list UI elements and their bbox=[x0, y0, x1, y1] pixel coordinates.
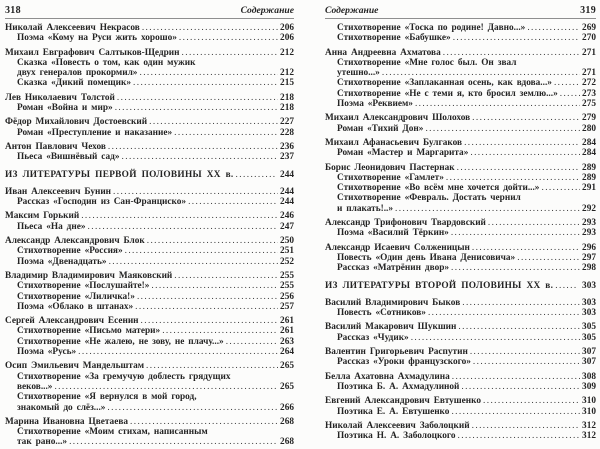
dot-leader bbox=[470, 347, 580, 357]
dot-leader bbox=[125, 246, 278, 256]
toc-line bbox=[325, 113, 596, 123]
dot-leader bbox=[382, 68, 580, 78]
toc-section-heading bbox=[325, 281, 596, 291]
entry-page-number: 215 bbox=[280, 78, 294, 89]
dot-leader bbox=[88, 222, 279, 232]
entry-page-number: 261 bbox=[280, 316, 294, 327]
entry-title: Роман «Мастер и Маргарита» bbox=[337, 148, 469, 159]
entry-title: Пьеса «На дне» bbox=[17, 221, 86, 232]
page-header bbox=[325, 5, 596, 19]
dot-leader bbox=[130, 417, 278, 427]
entry-title: Стихотворение «Письмо матери» bbox=[17, 326, 161, 337]
toc-line bbox=[5, 103, 294, 113]
toc-list bbox=[5, 23, 294, 448]
entry-title: Стихотворение «Заплаканная осень, как вдова...» bbox=[337, 78, 552, 89]
toc-line bbox=[325, 333, 596, 343]
dot-leader bbox=[451, 407, 580, 417]
dot-leader bbox=[395, 204, 580, 214]
entry-title: Анна Андреевна Ахматова bbox=[325, 47, 441, 58]
toc-line bbox=[325, 431, 596, 441]
entry-title: Сказка «Повесть о том, как один мужик bbox=[17, 57, 196, 68]
entry-title: Валентин Григорьевич Распутин bbox=[325, 347, 468, 358]
toc-line bbox=[325, 48, 596, 58]
toc-line bbox=[325, 263, 596, 273]
dot-leader bbox=[182, 48, 279, 58]
entry-page-number: 255 bbox=[280, 281, 294, 292]
toc-line bbox=[325, 33, 596, 43]
entry-page-number: 271 bbox=[582, 47, 596, 58]
entry-title: Стихотворение «Бабушке» bbox=[337, 33, 451, 44]
dot-leader bbox=[109, 257, 278, 267]
entry-page-number: 303 bbox=[582, 297, 596, 308]
dot-leader bbox=[458, 322, 580, 332]
entry-page-number: 273 bbox=[582, 88, 596, 99]
entry-page-number: 247 bbox=[280, 221, 294, 232]
entry-title: Борис Леонидович Пастернак bbox=[325, 162, 455, 173]
entry-page-number: 246 bbox=[280, 211, 294, 222]
toc-line bbox=[325, 68, 596, 78]
dot-leader bbox=[188, 197, 278, 207]
toc-line bbox=[325, 347, 596, 357]
dot-leader bbox=[555, 281, 577, 291]
toc-line bbox=[5, 326, 294, 336]
toc-line bbox=[325, 396, 596, 406]
toc-line bbox=[325, 124, 596, 134]
entry-title: Поэма «Кому на Руси жить хорошо» bbox=[17, 33, 177, 44]
entry-title: Фёдор Михайлович Достоевский bbox=[5, 117, 148, 128]
entry-title: и плакать!..» bbox=[337, 203, 394, 214]
toc-line bbox=[325, 193, 596, 203]
toc-line bbox=[325, 308, 596, 318]
dot-leader bbox=[527, 23, 580, 33]
dot-leader bbox=[107, 403, 278, 413]
entry-title: так рано...» bbox=[17, 437, 68, 448]
entry-title: Поэма «Русь» bbox=[17, 347, 77, 358]
entry-title: Роман «Война и мир» bbox=[17, 103, 113, 114]
toc-line bbox=[325, 99, 596, 109]
entry-title: Поэма «Двенадцать» bbox=[17, 256, 107, 267]
entry-page-number: 284 bbox=[582, 148, 596, 159]
dot-leader bbox=[452, 372, 580, 382]
entry-page-number: 303 bbox=[582, 280, 596, 291]
toc-line bbox=[5, 403, 294, 413]
entry-title: Рассказ «Матрёнин двор» bbox=[337, 263, 450, 274]
entry-title: Александр Трифонович Твардовский bbox=[325, 218, 486, 229]
entry-page-number: 307 bbox=[582, 347, 596, 358]
dot-leader bbox=[147, 236, 278, 246]
dot-leader bbox=[472, 421, 580, 431]
entry-page-number: 218 bbox=[280, 103, 294, 114]
toc-line bbox=[325, 173, 596, 183]
entry-title: Стихотворение «Февраль. Достать чернил bbox=[337, 193, 521, 204]
running-title: Содержание bbox=[240, 5, 294, 16]
dot-leader bbox=[560, 89, 580, 99]
toc-line bbox=[325, 407, 596, 417]
page-number-folio: 318 bbox=[5, 5, 21, 16]
dot-leader bbox=[69, 437, 278, 447]
entry-page-number: 271 bbox=[582, 68, 596, 79]
toc-line bbox=[5, 427, 294, 437]
entry-page-number: 297 bbox=[582, 252, 596, 263]
entry-title: Николай Алексеевич Некрасов bbox=[5, 23, 140, 33]
toc-line bbox=[325, 23, 596, 33]
entry-title: Рассказ «Чудик» bbox=[337, 332, 409, 343]
entry-title: Владимир Владимирович Маяковский bbox=[5, 270, 173, 281]
entry-title: Евгений Александрович Евтушенко bbox=[325, 396, 481, 407]
toc-line bbox=[5, 33, 294, 43]
toc-line bbox=[325, 228, 596, 238]
entry-title: знакомый до слёз...» bbox=[17, 402, 106, 413]
entry-title: Сказка «Дикий помещик» bbox=[17, 78, 131, 89]
entry-page-number: 265 bbox=[280, 381, 294, 392]
dot-leader bbox=[115, 103, 278, 113]
entry-title: Стихотворение «Не жалею, не зову, не плачу...» bbox=[17, 336, 224, 347]
toc-line bbox=[5, 382, 294, 392]
toc-line bbox=[5, 316, 294, 326]
toc-line bbox=[325, 382, 596, 392]
toc-line bbox=[325, 163, 596, 173]
toc-line bbox=[5, 236, 294, 246]
dot-leader bbox=[139, 68, 278, 78]
entry-title: Стихотворение «Во всём мне хочется дойти...» bbox=[337, 183, 540, 194]
entry-title: утешно...» bbox=[337, 68, 380, 79]
entry-title: Стихотворение «Гамлет» bbox=[337, 172, 444, 183]
dot-leader bbox=[174, 128, 278, 138]
toc-line bbox=[5, 302, 294, 312]
toc-line bbox=[5, 187, 294, 197]
dot-leader bbox=[113, 187, 278, 197]
entry-page-number: 289 bbox=[582, 162, 596, 173]
toc-line bbox=[325, 357, 596, 367]
dot-leader bbox=[443, 48, 580, 58]
entry-page-number: 257 bbox=[280, 301, 294, 312]
entry-title: Максим Горький bbox=[5, 211, 80, 222]
entry-page-number: 310 bbox=[582, 396, 596, 407]
dot-leader bbox=[226, 337, 278, 347]
toc-list bbox=[325, 23, 596, 441]
dot-leader bbox=[428, 308, 580, 318]
dot-leader bbox=[483, 396, 580, 406]
toc-line bbox=[5, 117, 294, 127]
entry-page-number: 244 bbox=[280, 169, 294, 180]
entry-title: Роман «Тихий Дон» bbox=[337, 123, 424, 134]
entry-page-number: 244 bbox=[280, 186, 294, 197]
entry-title: ИЗ ЛИТЕРАТУРЫ ПЕРВОЙ ПОЛОВИНЫ XX в. bbox=[5, 169, 234, 180]
entry-title: Стихотворение «Я вернулся в мой город, bbox=[17, 392, 197, 403]
dot-leader bbox=[473, 357, 580, 367]
entry-page-number: 212 bbox=[280, 68, 294, 79]
toc-line bbox=[325, 138, 596, 148]
entry-title: Стихотворение «Моим стихам, написанным bbox=[17, 427, 208, 438]
toc-line bbox=[5, 211, 294, 221]
toc-line bbox=[5, 128, 294, 138]
toc-line bbox=[325, 243, 596, 253]
entry-page-number: 268 bbox=[280, 437, 294, 448]
entry-page-number: 298 bbox=[582, 263, 596, 274]
dot-leader bbox=[461, 382, 580, 392]
dot-leader bbox=[541, 183, 580, 193]
entry-page-number: 237 bbox=[280, 152, 294, 163]
dot-leader bbox=[146, 361, 278, 371]
entry-title: Стихотворение «Лиличка!» bbox=[17, 291, 135, 302]
entry-page-number: 310 bbox=[582, 406, 596, 417]
dot-leader bbox=[179, 33, 278, 43]
dot-leader bbox=[142, 23, 278, 33]
dot-leader bbox=[108, 142, 278, 152]
entry-page-number: 296 bbox=[582, 242, 596, 253]
toc-line bbox=[325, 204, 596, 214]
page-right bbox=[300, 0, 600, 449]
toc-line bbox=[325, 89, 596, 99]
toc-section-heading bbox=[5, 170, 294, 180]
toc-line bbox=[5, 417, 294, 427]
toc-line bbox=[5, 292, 294, 302]
entry-title: Поэтика Н. А. Заболоцкого bbox=[337, 431, 456, 442]
entry-title: Повесть «Сотников» bbox=[337, 308, 426, 319]
entry-page-number: 289 bbox=[582, 172, 596, 183]
dot-leader bbox=[133, 78, 278, 88]
entry-title: Стихотворение «Тоска по родине! Давно...» bbox=[337, 23, 526, 33]
entry-page-number: 252 bbox=[280, 256, 294, 267]
entry-page-number: 308 bbox=[582, 371, 596, 382]
entry-title: Поэма «Реквием» bbox=[337, 99, 413, 110]
entry-page-number: 305 bbox=[582, 332, 596, 343]
entry-title: Пьеса «Вишнёвый сад» bbox=[17, 152, 120, 163]
toc-line bbox=[5, 68, 294, 78]
dot-leader bbox=[81, 211, 278, 221]
entry-title: Стихотворение «Послушайте!» bbox=[17, 281, 150, 292]
entry-title: Стихотворение «Россия» bbox=[17, 246, 123, 257]
entry-page-number: 269 bbox=[582, 23, 596, 33]
entry-page-number: 291 bbox=[582, 183, 596, 194]
dot-leader bbox=[415, 99, 580, 109]
dot-leader bbox=[117, 93, 278, 103]
toc-line bbox=[5, 257, 294, 267]
toc-line bbox=[325, 183, 596, 193]
entry-title: Иван Алексеевич Бунин bbox=[5, 186, 112, 197]
dot-leader bbox=[517, 253, 580, 263]
dot-leader bbox=[78, 347, 278, 357]
entry-title: Сергей Александрович Есенин bbox=[5, 316, 139, 327]
dot-leader bbox=[149, 117, 278, 127]
dot-leader bbox=[470, 148, 580, 158]
dot-leader bbox=[451, 228, 580, 238]
dot-leader bbox=[458, 431, 581, 441]
dot-leader bbox=[54, 382, 278, 392]
entry-page-number: 264 bbox=[280, 347, 294, 358]
entry-page-number: 236 bbox=[280, 141, 294, 152]
toc-line bbox=[5, 337, 294, 347]
running-title: Содержание bbox=[325, 5, 379, 16]
entry-title: Поэма «Василий Тёркин» bbox=[337, 228, 449, 239]
entry-title: Поэтика Б. А. Ахмадулиной bbox=[337, 381, 460, 392]
toc-line bbox=[5, 222, 294, 232]
dot-leader bbox=[446, 173, 580, 183]
entry-title: двух генералов прокормил» bbox=[17, 68, 138, 79]
entry-title: веков...» bbox=[17, 381, 53, 392]
entry-title: Рассказ «Господин из Сан-Франциско» bbox=[17, 197, 187, 208]
dot-leader bbox=[464, 138, 580, 148]
entry-page-number: 255 bbox=[280, 270, 294, 281]
entry-page-number: 284 bbox=[582, 137, 596, 148]
dot-leader bbox=[411, 333, 580, 343]
toc-line bbox=[5, 58, 294, 68]
toc-line bbox=[5, 197, 294, 207]
toc-line bbox=[325, 78, 596, 88]
toc-line bbox=[5, 48, 294, 58]
entry-page-number: 266 bbox=[280, 402, 294, 413]
entry-page-number: 270 bbox=[582, 33, 596, 44]
entry-page-number: 275 bbox=[582, 99, 596, 110]
entry-page-number: 261 bbox=[280, 326, 294, 337]
dot-leader bbox=[451, 263, 580, 273]
entry-title: ИЗ ЛИТЕРАТУРЫ ВТОРОЙ ПОЛОВИНЫ XX в. bbox=[325, 280, 554, 291]
dot-leader bbox=[488, 218, 580, 228]
entry-title: Михаил Александрович Шолохов bbox=[325, 113, 471, 124]
entry-page-number: 309 bbox=[582, 381, 596, 392]
dot-leader bbox=[554, 78, 580, 88]
entry-title: Василий Владимирович Быков bbox=[325, 297, 461, 308]
toc-line bbox=[5, 152, 294, 162]
page-number-folio: 319 bbox=[580, 5, 596, 16]
toc-line bbox=[5, 347, 294, 357]
toc-line bbox=[5, 281, 294, 291]
entry-title: Роман «Преступление и наказание» bbox=[17, 127, 173, 138]
entry-title: Поэтика Е. А. Евтушенко bbox=[337, 406, 450, 417]
entry-title: Антон Павлович Чехов bbox=[5, 141, 106, 152]
toc-line bbox=[325, 372, 596, 382]
entry-page-number: 307 bbox=[582, 357, 596, 368]
entry-title: Лев Николаевич Толстой bbox=[5, 92, 115, 103]
dot-leader bbox=[472, 243, 580, 253]
entry-page-number: 268 bbox=[280, 416, 294, 427]
toc-line bbox=[325, 298, 596, 308]
dot-leader bbox=[457, 163, 580, 173]
dot-leader bbox=[135, 302, 278, 312]
entry-page-number: 206 bbox=[280, 23, 294, 33]
entry-page-number: 227 bbox=[280, 117, 294, 128]
dot-leader bbox=[137, 292, 278, 302]
toc-line bbox=[5, 142, 294, 152]
dot-leader bbox=[151, 281, 278, 291]
entry-page-number: 250 bbox=[280, 236, 294, 247]
entry-title: Поэма «Облако в штанах» bbox=[17, 301, 134, 312]
entry-page-number: 293 bbox=[582, 228, 596, 239]
dot-leader bbox=[141, 316, 279, 326]
entry-title: Марина Ивановна Цветаева bbox=[5, 416, 129, 427]
dot-leader bbox=[162, 326, 278, 336]
toc-line bbox=[325, 148, 596, 158]
page-header bbox=[5, 5, 294, 19]
entry-page-number: 312 bbox=[582, 420, 596, 431]
toc-line bbox=[5, 93, 294, 103]
toc-line bbox=[5, 437, 294, 447]
entry-page-number: 244 bbox=[280, 197, 294, 208]
entry-page-number: 272 bbox=[582, 78, 596, 89]
toc-line bbox=[5, 361, 294, 371]
entry-title: Василий Макарович Шукшин bbox=[325, 322, 457, 333]
dot-leader bbox=[236, 170, 276, 180]
dot-leader bbox=[425, 124, 580, 134]
entry-page-number: 228 bbox=[280, 127, 294, 138]
entry-title: Белла Ахатовна Ахмадулина bbox=[325, 371, 450, 382]
toc-line bbox=[325, 253, 596, 263]
toc-line bbox=[5, 23, 294, 33]
toc-line bbox=[5, 78, 294, 88]
entry-page-number: 263 bbox=[280, 336, 294, 347]
entry-page-number: 292 bbox=[582, 203, 596, 214]
entry-title: Стихотворение «Мне голос был. Он звал bbox=[337, 57, 517, 68]
entry-page-number: 256 bbox=[280, 291, 294, 302]
toc-line bbox=[325, 322, 596, 332]
entry-title: Стихотворение «Не с теми я, кто бросил землю...» bbox=[337, 88, 558, 99]
entry-page-number: 206 bbox=[280, 33, 294, 44]
dot-leader bbox=[462, 298, 580, 308]
toc-line bbox=[325, 421, 596, 431]
toc-line bbox=[5, 271, 294, 281]
entry-page-number: 212 bbox=[280, 47, 294, 58]
entry-page-number: 280 bbox=[582, 123, 596, 134]
entry-title: Александр Александрович Блок bbox=[5, 236, 145, 247]
entry-page-number: 312 bbox=[582, 431, 596, 442]
toc-line bbox=[325, 218, 596, 228]
entry-title: Михаил Евграфович Салтыков-Щедрин bbox=[5, 47, 180, 58]
entry-title: Стихотворение «За гремучую доблесть грядущих bbox=[17, 371, 231, 382]
entry-title: Повесть «Один день Ивана Денисовича» bbox=[337, 252, 516, 263]
dot-leader bbox=[174, 271, 278, 281]
entry-page-number: 279 bbox=[582, 113, 596, 124]
dot-leader bbox=[472, 113, 580, 123]
toc-line bbox=[5, 246, 294, 256]
toc-line bbox=[5, 372, 294, 382]
dot-leader bbox=[453, 33, 580, 43]
toc-line bbox=[325, 58, 596, 68]
entry-title: Осип Эмильевич Мандельштам bbox=[5, 361, 145, 372]
entry-title: Рассказ «Уроки французского» bbox=[337, 357, 471, 368]
entry-page-number: 218 bbox=[280, 92, 294, 103]
toc-line bbox=[5, 392, 294, 402]
entry-page-number: 303 bbox=[582, 308, 596, 319]
entry-title: Александр Исаевич Солженицын bbox=[325, 242, 470, 253]
entry-title: Николай Алексеевич Заболоцкий bbox=[325, 420, 470, 431]
entry-page-number: 251 bbox=[280, 246, 294, 257]
entry-page-number: 265 bbox=[280, 361, 294, 372]
entry-page-number: 305 bbox=[582, 322, 596, 333]
entry-page-number: 293 bbox=[582, 218, 596, 229]
dot-leader bbox=[122, 152, 279, 162]
entry-title: Михаил Афанасьевич Булгаков bbox=[325, 137, 463, 148]
